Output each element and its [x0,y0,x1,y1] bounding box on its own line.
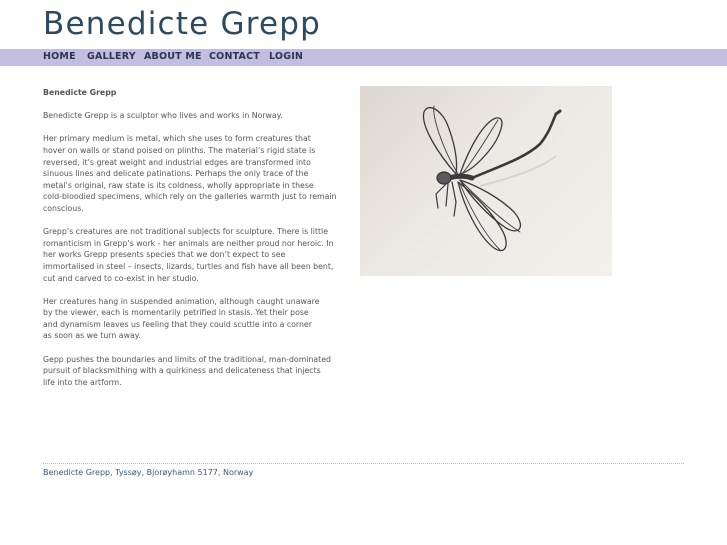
main-navigation [0,49,727,66]
nav-about-me-link[interactable]: ABOUT ME [144,51,202,62]
nav-gallery-link[interactable]: GALLERY [87,51,136,62]
dragonfly-sculpture-photo [360,86,612,276]
bio-paragraph-animation: Her creatures hang in suspended animation, although caught unaware by the viewer, each is momentarily petrified in stasis. Yet their pose and dynamism leaves us feeling that they could scuttle into a corner as soon as we turn away. [43,296,320,341]
nav-contact-link[interactable]: CONTACT [209,51,260,62]
bio-paragraph-medium: Her primary medium is metal, which she uses to form creatures that hover on walls or stand poised on plinths. The material’s rigid state is reversed, it’s great weight and industrial edges are transformed into sinuous lines and delicate patinations. Perhaps the only trace of the metal’s original, raw state is its coldness, wholly appropriate in these cold-bloodied specimens, which rely on the galleries warmth just to remain conscious. [43,134,337,213]
nav-home-link[interactable]: HOME [43,51,76,62]
bio-paragraph-creatures: Grepp’s creatures are not traditional subjects for sculpture. There is little romanticism in Grepp’s work - her animals are neither proud nor heroic. In her works Grepp presents species that we don’t expect to see immortalised in steel – insects, lizards, turtles and fish have all been bent, cut and carved to co-exist in her studio. [43,227,334,283]
nav-login-link[interactable]: LOGIN [269,51,304,62]
footer-divider [43,463,684,464]
bio-paragraph-intro: Benedicte Grepp is a sculptor who lives and works in Norway. [43,111,283,121]
bio-content [43,87,358,400]
site-title: Benedicte Grepp [43,6,321,42]
bio-paragraph-boundaries: Gepp pushes the boundaries and limits of the traditional, man-dominated pursuit of blacksmithing with a quirkiness and delicateness that injects life into the artform. [43,354,331,387]
dragonfly-sculpture-icon [360,86,612,276]
bio-heading: Benedicte Grepp [43,88,117,97]
footer-address: Benedicte Grepp, Tyssøy, Bjorøyhamn 5177, Norway [43,468,254,477]
